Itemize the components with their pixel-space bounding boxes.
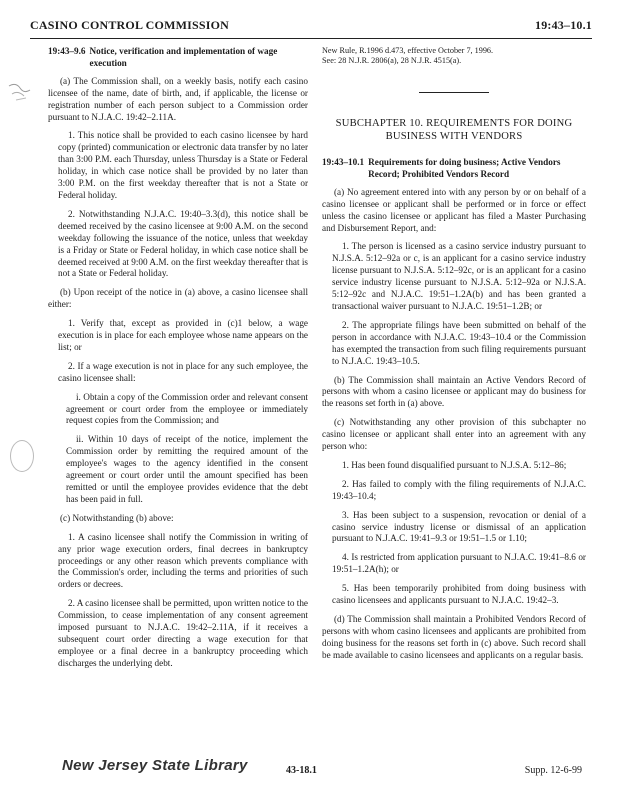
paragraph: 2. If a wage execution is not in place for any such employee, the casino licensee shall:: [58, 360, 308, 383]
paragraph: (a) The Commission shall, on a weekly basis, notify each casino licensee of the name, date of birth, and, if applicable, the license or registration number of each person subject to a Commission order pursuant to N.J.A.C. 19:42–2.11A.: [48, 75, 308, 122]
header-title: CASINO CONTROL COMMISSION: [30, 18, 230, 32]
paragraph: ii. Within 10 days of receipt of the notice, implement the Commission order by remitting the required amount of the employee's wages to the agency identified in the consent agreement or court order until the amount specified has been remitted or until the employee provides evidence that the debt has been paid in full.: [66, 434, 308, 504]
paragraph: 2. A casino licensee shall be permitted, upon written notice to the Commission, to cease implementation of any consent agreement imposed pursuant to N.J.A.C. 19:42–2.11A, if it receives a subsequent court order directing a wage execution for that employee or a final decree in a bankruptcy proceeding which discharges the underlying debt.: [58, 598, 308, 668]
section-heading: [48, 46, 308, 70]
paragraph: 3. Has been subject to a suspension, revocation or denial of a casino service industry license or dismissal of an application pursuant to N.J.A.C. 19:41–9.3 or 19:51–1.5 or 1.10;: [332, 509, 586, 544]
paragraph: 1. The person is licensed as a casino service industry pursuant to N.J.S.A. 5:12–92a or c, is an applicant for a casino service industry license pursuant to N.J.S.A. 5:12–92c, or is an applicant for a casino service industry license pursuant to N.J.S.A. 5:12–92a or N.J.S.A. 5:12–92c and N.J.A.C. 19:51–1.2A(b) and has been granted a transactional waiver pursuant to N.J.A.C. 19:51–1.2B; or: [332, 241, 586, 311]
paragraph: i. Obtain a copy of the Commission order and relevant consent agreement or court order from the employee or immediately request copies from the Commission; and: [66, 391, 308, 426]
paragraph: 2. Notwithstanding N.J.A.C. 19:40–3.3(d), this notice shall be deemed received by the casino licensee at 9:00 A.M. on the second weekday following the issuance of the notice, unless that weekday is a Friday or State or Federal holiday, in which case notice shall be deemed received at 9:00 A.M. on the first weekday thereafter that is not a State or Federal holiday.: [58, 208, 308, 279]
paragraph: (d) The Commission shall maintain a Prohibited Vendors Record of persons with whom casino licensees and applicants are prohibited from doing business for the reasons set forth in (c) above. Such record shall be made available to casino licensees and applicants on a regular basis.: [322, 614, 586, 660]
paragraph: (a) No agreement entered into with any person by or on behalf of a casino licensee or applicant shall be performed or in force or effect unless the casino licensee or applicant has filed a Master Purchasing and Disbursement Report, and:: [322, 186, 586, 233]
header-rule: [30, 38, 592, 39]
paragraph: 5. Has been temporarily prohibited from doing business with casino licensees and applicants pursuant to N.J.A.C. 19:42–3.: [332, 583, 586, 606]
paragraph: 1. Has been found disqualified pursuant to N.J.S.A. 5:12–86;: [342, 459, 567, 470]
subchapter-title: SUBCHAPTER 10. REQUIREMENTS FOR DOING BUSINESS WITH VENDORS: [335, 118, 573, 142]
running-header: [30, 18, 592, 34]
section-title: Requirements for doing business; Active Vendors Record; Prohibited Vendors Record: [368, 157, 561, 179]
left-column: [48, 46, 308, 677]
section-number: 19:43–10.1: [322, 157, 365, 167]
divider: [419, 92, 489, 93]
paragraph: 4. Is restricted from application pursuant to N.J.A.C. 19:41–8.6 or 19:51–1.2A(h); or: [332, 552, 586, 575]
section-heading: [322, 157, 586, 181]
paragraph: (b) Upon receipt of the notice in (a) above, a casino licensee shall either:: [48, 287, 308, 310]
page-footer: [48, 757, 582, 785]
history-note: See: 28 N.J.R. 2806(a), 28 N.J.R. 4515(a).: [322, 56, 462, 65]
paragraph: 2. Has failed to comply with the filing requirements of N.J.A.C. 19:43–10.4;: [332, 478, 586, 501]
paragraph: (b) The Commission shall maintain an Active Vendors Record of persons with whom a casino licensee or applicant may do business for the reasons set forth in (a) above.: [322, 374, 586, 409]
supplement-date: Supp. 12-6-99: [524, 765, 582, 776]
page-number: 43-18.1: [286, 765, 317, 776]
paragraph: 1. This notice shall be provided to each casino licensee by hard copy (printed) communication or electronic data transfer by no later than 3:00 P.M. each Thursday, unless Thursday is a State or Federal holiday, in which case notice shall be provided by no later than 3:00 P.M. on the first weekday thereafter that is not a State or Federal holiday.: [58, 130, 308, 200]
paragraph: (c) Notwithstanding (b) above:: [60, 512, 174, 523]
history-note: New Rule, R.1996 d.473, effective October 7, 1996.: [322, 46, 494, 55]
section-title: Notice, verification and implementation of wage execution: [89, 46, 278, 68]
header-section: 19:43–10.1: [535, 18, 592, 32]
paragraph: 1. A casino licensee shall notify the Commission in writing of any prior wage execution orders, final decrees in bankruptcy proceedings or any other reason which prevents compliance with the Commission's order, including the terms and priorities of such orders or decrees.: [58, 531, 308, 590]
section-number: 19:43–9.6: [48, 46, 86, 56]
right-column: [322, 46, 586, 669]
paragraph: 1. Verify that, except as provided in (c)1 below, a wage execution is in place for each employee whose name appears on the list; or: [58, 318, 308, 352]
paragraph: 2. The appropriate filings have been submitted on behalf of the person in accordance with N.J.A.C. 19:43–10.4 or the Commission has exempted the transaction from such filing requirements pursuant to N.J.A.C. 19:43–10.5.: [332, 319, 586, 366]
margin-scribble: [6, 80, 32, 104]
paragraph: (c) Notwithstanding any other provision of this subchapter no casino licensee or applicant shall enter into an agreement with any person who:: [322, 417, 586, 452]
library-stamp: New Jersey State Library: [62, 757, 248, 774]
punch-hole-mark: [10, 440, 34, 472]
